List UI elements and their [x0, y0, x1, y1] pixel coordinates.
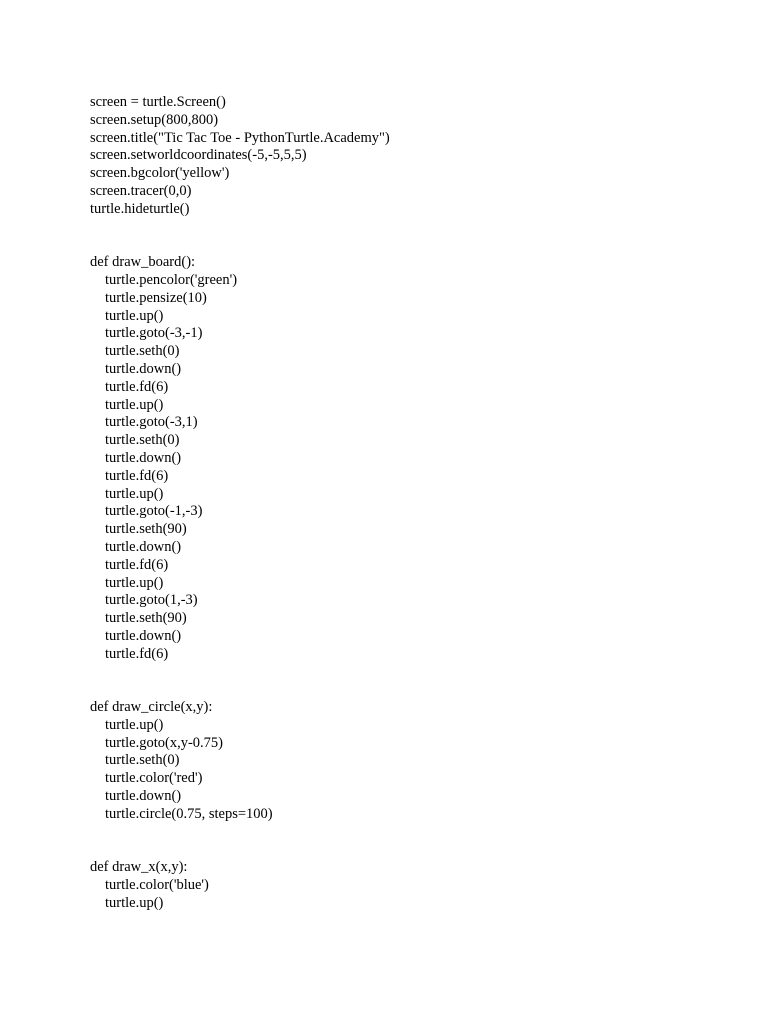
code-line: turtle.fd(6) — [105, 467, 169, 484]
function-header: def draw_x(x,y): — [90, 859, 188, 876]
code-line: turtle.down() — [105, 538, 182, 555]
code-line: turtle.pencolor('green') — [105, 271, 238, 288]
code-block-screen-setup — [90, 94, 710, 219]
code-line: turtle.up() — [105, 894, 164, 911]
code-line: turtle.down() — [105, 449, 182, 466]
code-line: turtle.down() — [105, 627, 182, 644]
code-line: turtle.color('blue') — [105, 877, 209, 894]
code-line: turtle.up() — [105, 716, 164, 733]
blank-line — [90, 824, 710, 842]
function-draw-circle — [90, 699, 710, 824]
code-line: screen.setup(800,800) — [90, 111, 219, 128]
function-draw-x — [90, 859, 710, 912]
code-line: turtle.goto(-1,-3) — [105, 503, 203, 520]
code-line: screen.tracer(0,0) — [90, 182, 192, 199]
code-line: turtle.seth(90) — [105, 610, 187, 627]
code-line: turtle.seth(0) — [105, 343, 180, 360]
function-header: def draw_board(): — [90, 254, 196, 271]
blank-line — [90, 664, 710, 682]
code-line: turtle.pensize(10) — [105, 289, 207, 306]
code-line: turtle.goto(-3,-1) — [105, 325, 203, 342]
code-line: screen.setworldcoordinates(-5,-5,5,5) — [90, 147, 307, 164]
blank-line — [90, 236, 710, 254]
code-line: turtle.seth(0) — [105, 432, 180, 449]
code-line: turtle.down() — [105, 788, 182, 805]
code-listing — [90, 94, 710, 913]
code-line: turtle.up() — [105, 485, 164, 502]
blank-line — [90, 681, 710, 699]
function-draw-board — [90, 254, 710, 663]
code-line: turtle.up() — [105, 396, 164, 413]
code-line: turtle.circle(0.75, steps=100) — [105, 805, 273, 822]
code-line: turtle.seth(0) — [105, 752, 180, 769]
code-line: screen.title("Tic Tac Toe - PythonTurtle.Academy") — [90, 129, 390, 146]
code-line: turtle.up() — [105, 574, 164, 591]
code-line: turtle.goto(-3,1) — [105, 414, 198, 431]
code-line: turtle.fd(6) — [105, 645, 169, 662]
function-header: def draw_circle(x,y): — [90, 699, 213, 716]
code-line: turtle.fd(6) — [105, 378, 169, 395]
code-line: turtle.down() — [105, 360, 182, 377]
code-line: turtle.goto(1,-3) — [105, 592, 198, 609]
code-line: turtle.color('red') — [105, 770, 203, 787]
code-line: turtle.hideturtle() — [90, 200, 190, 217]
blank-line — [90, 219, 710, 237]
code-line: screen.bgcolor('yellow') — [90, 165, 230, 182]
code-line: screen = turtle.Screen() — [90, 94, 226, 110]
code-line: turtle.seth(90) — [105, 521, 187, 538]
code-line: turtle.goto(x,y-0.75) — [105, 734, 223, 751]
code-line: turtle.up() — [105, 307, 164, 324]
blank-line — [90, 841, 710, 859]
code-line: turtle.fd(6) — [105, 556, 169, 573]
